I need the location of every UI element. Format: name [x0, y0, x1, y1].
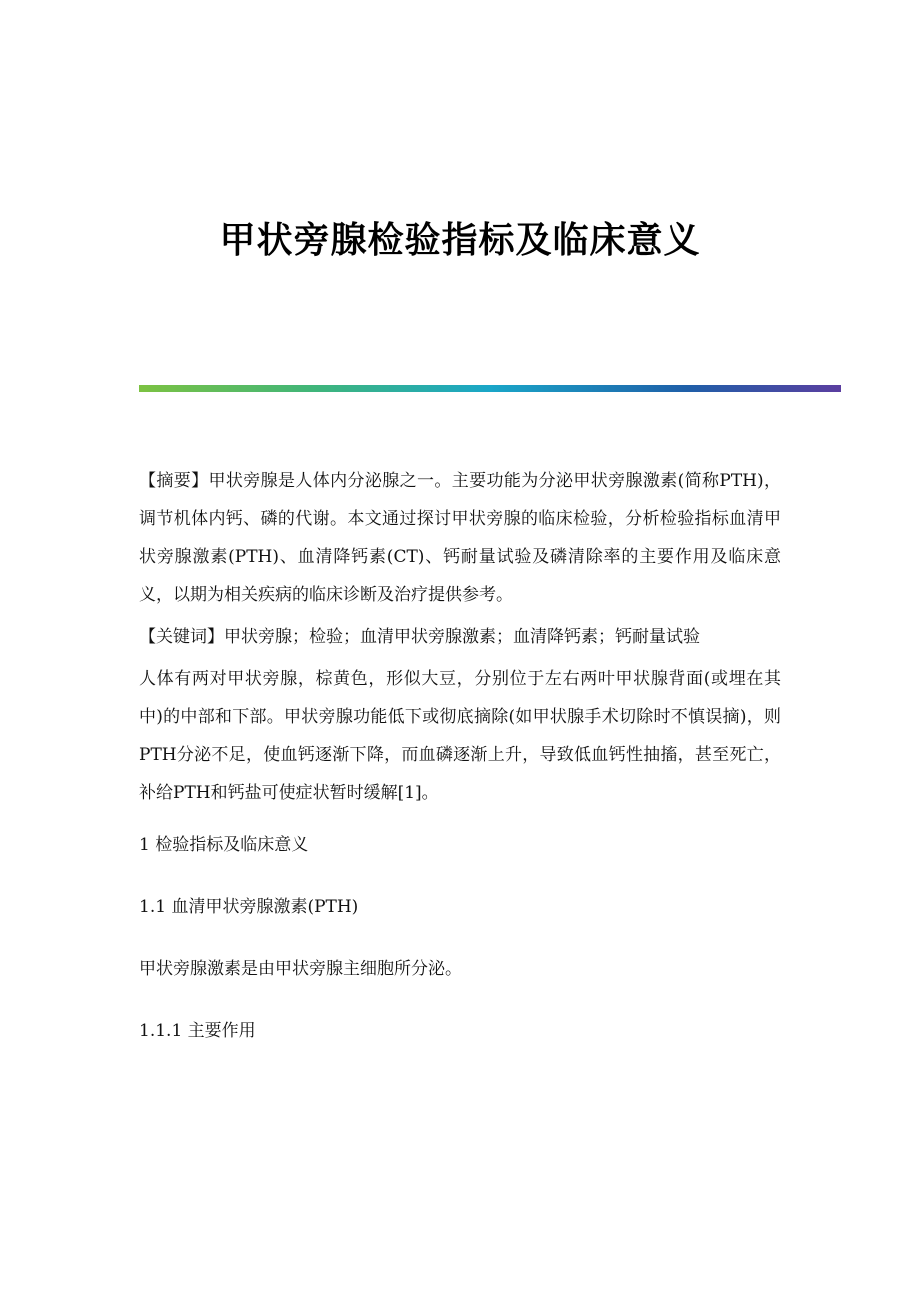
document-title: 甲状旁腺检验指标及临床意义 [219, 220, 701, 261]
section-1-1-paragraph: 甲状旁腺激素是由甲状旁腺主细胞所分泌。 [139, 959, 462, 979]
section-heading-1-1-1: 1.1.1 主要作用 [139, 1021, 256, 1041]
section-heading-1-1: 1.1 血清甲状旁腺激素(PTH) [139, 897, 359, 917]
abstract-paragraph: 【摘要】甲状旁腺是人体内分泌腺之一。主要功能为分泌甲状旁腺激素(简称PTH)，调节机体内钙、磷的代谢。本文通过探讨甲状旁腺的临床检验，分析检验指标血清甲状旁腺激素(PTH)、血清降钙素(CT)、钙耐量试验及磷清除率的主要作用及临床意义，以期为相关疾病的临床诊断及治疗提供参考。 [139, 471, 781, 605]
section-heading-1: 1 检验指标及临床意义 [139, 835, 309, 855]
document-body [139, 462, 781, 1050]
keywords-paragraph: 【关键词】甲状旁腺；检验；血清甲状旁腺激素；血清降钙素；钙耐量试验 [139, 627, 700, 647]
gradient-divider [139, 385, 841, 392]
intro-paragraph: 人体有两对甲状旁腺，棕黄色，形似大豆，分别位于左右两叶甲状腺背面(或埋在其中)的中部和下部。甲状旁腺功能低下或彻底摘除(如甲状腺手术切除时不慎误摘)，则PTH分泌不足，使血钙逐渐下降，而血磷逐渐上升，导致低血钙性抽搐，甚至死亡，补给PTH和钙盐可使症状暂时缓解[1]。 [139, 669, 781, 803]
